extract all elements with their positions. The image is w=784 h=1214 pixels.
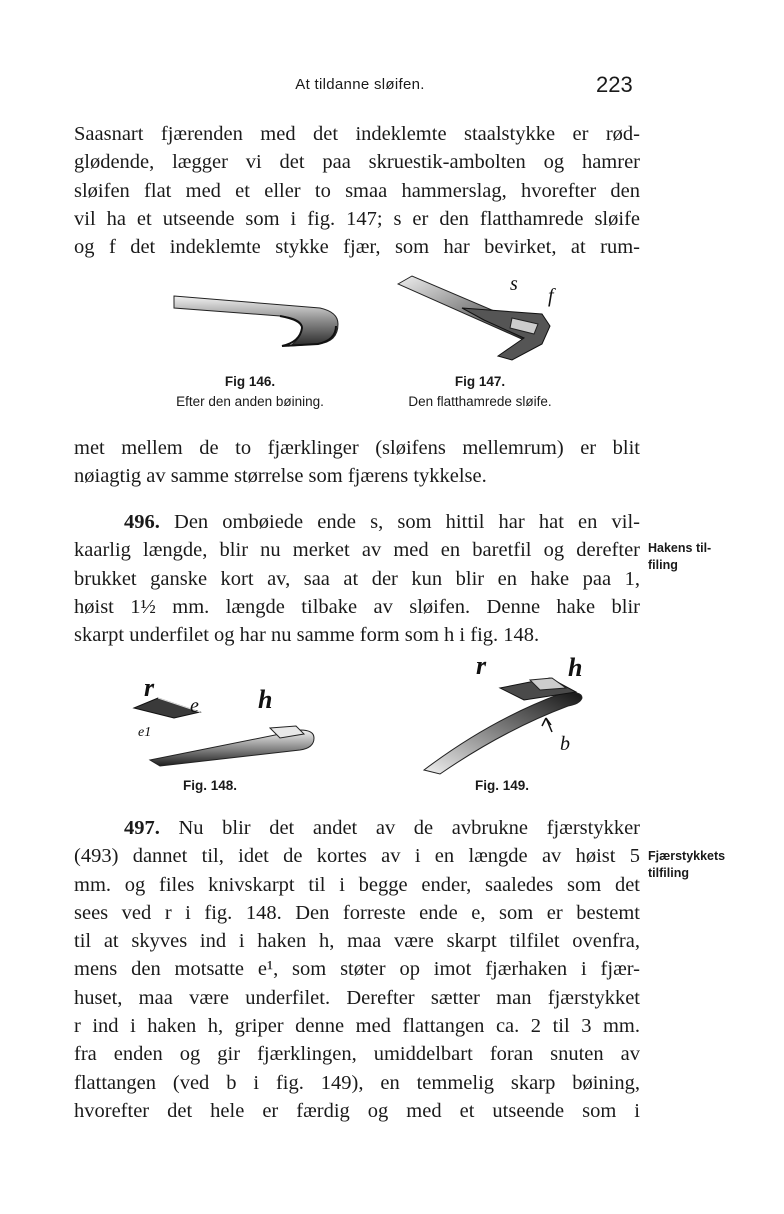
figure-147-label-f: f bbox=[548, 285, 554, 307]
text-line: vil ha et utseende som i fig. 147; s er den flatthamrede sløife bbox=[74, 207, 640, 230]
figure-148-caption bbox=[160, 776, 260, 796]
text-line: kaarlig længde, blir nu merket av med en baretfil og derefter bbox=[74, 539, 640, 562]
figure-149-illustration bbox=[400, 650, 600, 780]
text-line: brukket ganske kort av, saa at der kun blir en hake paa 1, bbox=[74, 567, 640, 590]
figure-148-illustration bbox=[130, 672, 330, 772]
paragraph-continued bbox=[74, 120, 640, 261]
figure-149-label-r: r bbox=[476, 651, 487, 680]
figure-149-label-b: b bbox=[560, 733, 570, 755]
text-line: høist 1½ mm. længde tilbake av sløifen. Denne hake blir bbox=[74, 595, 640, 618]
text-line: glødende, lægger vi det paa skruestik-ambolten og hamrer bbox=[74, 151, 640, 174]
text-line: fra enden og gir fjærklingen, umiddelbart foran snuten av bbox=[74, 1043, 640, 1066]
text-line: Den ombøiede ende s, som hittil har hat en vil- bbox=[174, 511, 640, 533]
figure-148-number: Fig. 148. bbox=[182, 778, 238, 793]
figure-149-number: Fig. 149. bbox=[474, 778, 530, 793]
figure-147-number: Fig 147. bbox=[454, 374, 506, 389]
text-line: til at skyves ind i haken h, maa være skarpt tilfilet ovenfra, bbox=[74, 930, 640, 953]
figure-147-label-s: s bbox=[510, 273, 518, 295]
section-497 bbox=[74, 814, 640, 1125]
figure-147-illustration bbox=[392, 268, 582, 368]
paragraph-continued-2 bbox=[74, 434, 640, 491]
text-line: hvorefter det hele er færdig og med et utseende som i bbox=[74, 1099, 640, 1122]
figure-148-label-e: e bbox=[190, 695, 199, 717]
figure-146-illustration bbox=[170, 282, 350, 362]
figure-148-label-r: r bbox=[144, 673, 155, 702]
margin-note-line: tilfiling bbox=[648, 866, 689, 880]
figure-146-caption-text: Efter den anden bøining. bbox=[176, 394, 324, 409]
section-497-number: 497. bbox=[124, 817, 160, 839]
text-line: mm. og files knivskarpt til i begge ender, saaledes som det bbox=[74, 873, 640, 896]
margin-note-fjaerstykkets-tilfiling bbox=[648, 848, 778, 882]
margin-note-line: filing bbox=[648, 558, 678, 572]
margin-note-line: Fjærstykkets bbox=[648, 849, 726, 863]
figure-146-caption bbox=[140, 372, 360, 412]
running-header-title: At tildanne sløifen. bbox=[295, 76, 425, 93]
figure-148-label-h: h bbox=[258, 685, 273, 714]
section-496-number: 496. bbox=[124, 511, 160, 533]
figure-146-number: Fig 146. bbox=[224, 374, 276, 389]
text-line: flattangen (ved b i fig. 149), en temmelig skarp bøining, bbox=[74, 1071, 640, 1094]
text-line: mens den motsatte e¹, som støter op imot fjærhaken i fjær- bbox=[74, 958, 640, 981]
text-line: nøiagtig av samme størrelse som fjærens tykkelse. bbox=[74, 465, 487, 488]
figure-147-caption bbox=[380, 372, 580, 412]
figure-147-caption-text: Den flatthamrede sløife. bbox=[408, 394, 552, 409]
figure-149-label-h: h bbox=[568, 653, 583, 682]
section-496 bbox=[74, 508, 640, 649]
figure-149-caption bbox=[452, 776, 552, 796]
text-line: og f det indeklemte stykke fjær, som har bevirket, at rum- bbox=[74, 236, 640, 259]
margin-note-hakens-tilfiling bbox=[648, 540, 778, 574]
figure-148-label-e1: e1 bbox=[138, 725, 152, 740]
page-number: 223 bbox=[596, 72, 633, 97]
text-line: met mellem de to fjærklinger (sløifens mellemrum) er blit bbox=[74, 437, 640, 459]
text-line: huset, maa være underfilet. Derefter sætter man fjærstykket bbox=[74, 986, 640, 1009]
text-line: Saasnart fjærenden med det indeklemte staalstykke er rød- bbox=[74, 123, 640, 145]
section-497-first-line bbox=[74, 814, 640, 842]
text-line: r ind i haken h, griper denne med flattangen ca. 2 til 3 mm. bbox=[74, 1015, 640, 1038]
text-line: sløifen flat med et eller to smaa hammerslag, hvorefter den bbox=[74, 179, 640, 202]
text-line: Nu blir det andet av de avbrukne fjærstykker bbox=[178, 817, 640, 839]
text-line: sees ved r i fig. 148. Den forreste ende e, som er bestemt bbox=[74, 901, 640, 924]
section-496-first-line bbox=[74, 508, 640, 536]
text-line: (493) dannet til, idet de kortes av i en længde av høist 5 bbox=[74, 845, 640, 868]
margin-note-line: Hakens til- bbox=[648, 541, 712, 555]
text-line: skarpt underfilet og har nu samme form som h i fig. 148. bbox=[74, 624, 540, 647]
